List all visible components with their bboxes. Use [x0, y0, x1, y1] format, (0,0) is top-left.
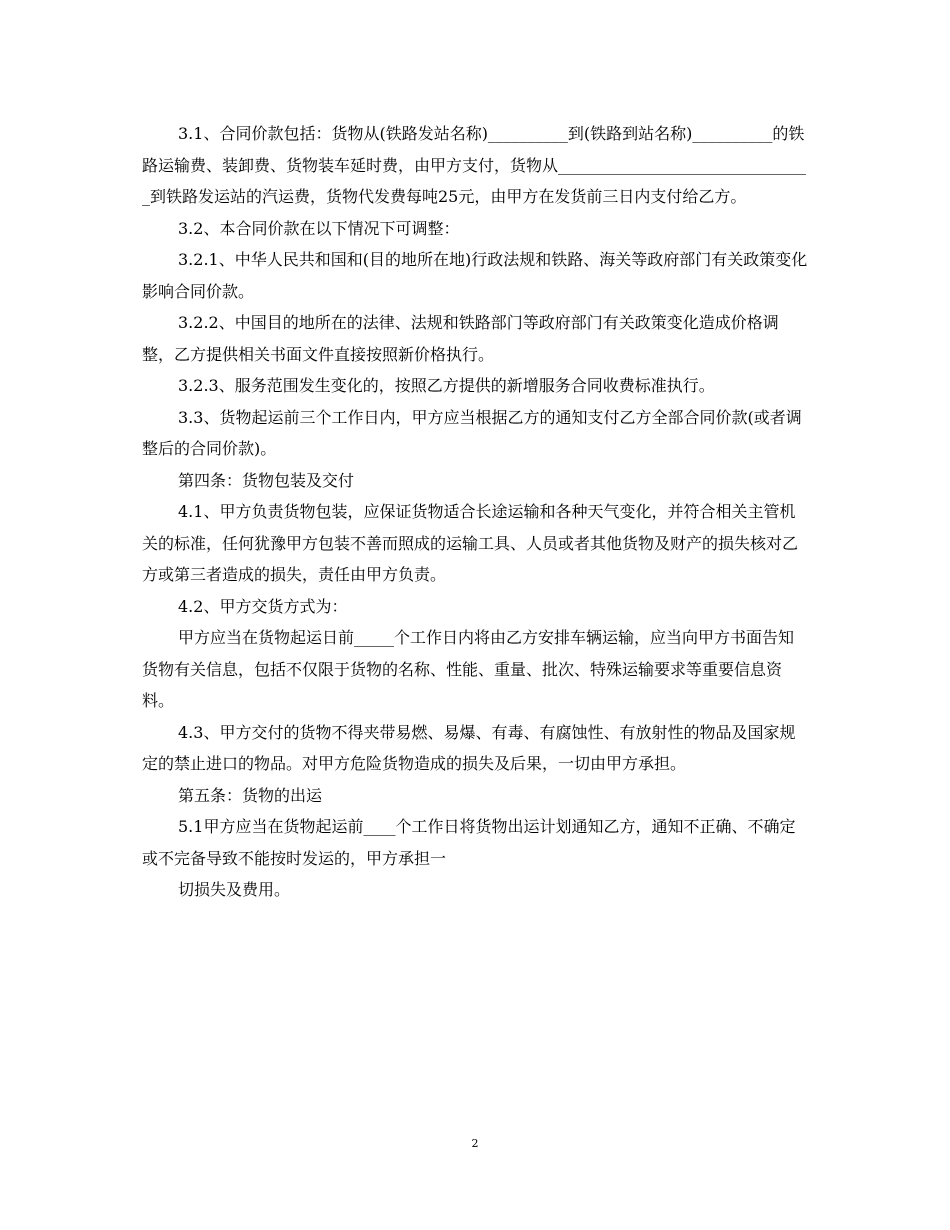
paragraph-4-2: 4.2、甲方交货方式为： — [178, 596, 348, 616]
paragraph-4-2-detail: 甲方应当在货物起运日前_____个工作日内将由乙方安排车辆运输，应当向甲方书面告知货物有关信息，包括不仅限于货物的名称、性能、重量、批次、特殊运输要求等重要信息资料。 — [142, 628, 795, 710]
document-body — [142, 118, 808, 906]
paragraph-3-2-3: 3.2.3、服务范围发生变化的，按照乙方提供的新增服务合同收费标准执行。 — [178, 376, 715, 395]
paragraph-3-2-2: 3.2.2、中国目的地所在的法律、法规和铁路部门等政府部门有关政策变化造成价格调整，乙方提供相关书面文件直接按照新价格执行。 — [142, 313, 779, 364]
paragraph-3-1: 3.1、合同价款包括：货物从(铁路发站名称)__________到(铁路到站名称)__________的铁路运输费、装卸费、货物装车延时费，由甲方支付，货物从________________________________到铁路发运站的汽运费，货物代发费每吨25元，由甲方在发货前三日内支付给乙方。 — [142, 124, 807, 206]
paragraph-4-3: 4.3、甲方交付的货物不得夹带易燃、易爆、有毒、有腐蚀性、有放射性的物品及国家规定的禁止进口的物品。对甲方危险货物造成的损失及后果，一切由甲方承担。 — [142, 722, 796, 773]
paragraph-3-2: 3.2、本合同价款在以下情况下可调整： — [178, 218, 460, 238]
section-heading-article-4: 第四条：货物包装及交付 — [178, 470, 355, 490]
page-number: 2 — [471, 1137, 479, 1150]
section-heading-article-5: 第五条：货物的出运 — [178, 785, 323, 805]
paragraph-5-1-continued: 切损失及费用。 — [178, 880, 291, 899]
paragraph-3-3: 3.3、货物起运前三个工作日内，甲方应当根据乙方的通知支付乙方全部合同价款(或者调整后的合同价款)。 — [142, 407, 802, 458]
paragraph-4-1: 4.1、甲方负责货物包装，应保证货物适合长途运输和各种天气变化，并符合相关主管机关的标准，任何犹豫甲方包装不善而照成的运输工具、人员或者其他货物及财产的损失核对乙方或第三者造成的损失，责任由甲方负责。 — [142, 502, 799, 584]
paragraph-3-2-1: 3.2.1、中华人民共和国和(目的地所在地)行政法规和铁路、海关等政府部门有关政策变化影响合同价款。 — [142, 250, 808, 301]
paragraph-5-1: 5.1甲方应当在货物起运前____个工作日将货物出运计划通知乙方，通知不正确、不确定或不完备导致不能按时发运的，甲方承担一 — [142, 817, 796, 868]
